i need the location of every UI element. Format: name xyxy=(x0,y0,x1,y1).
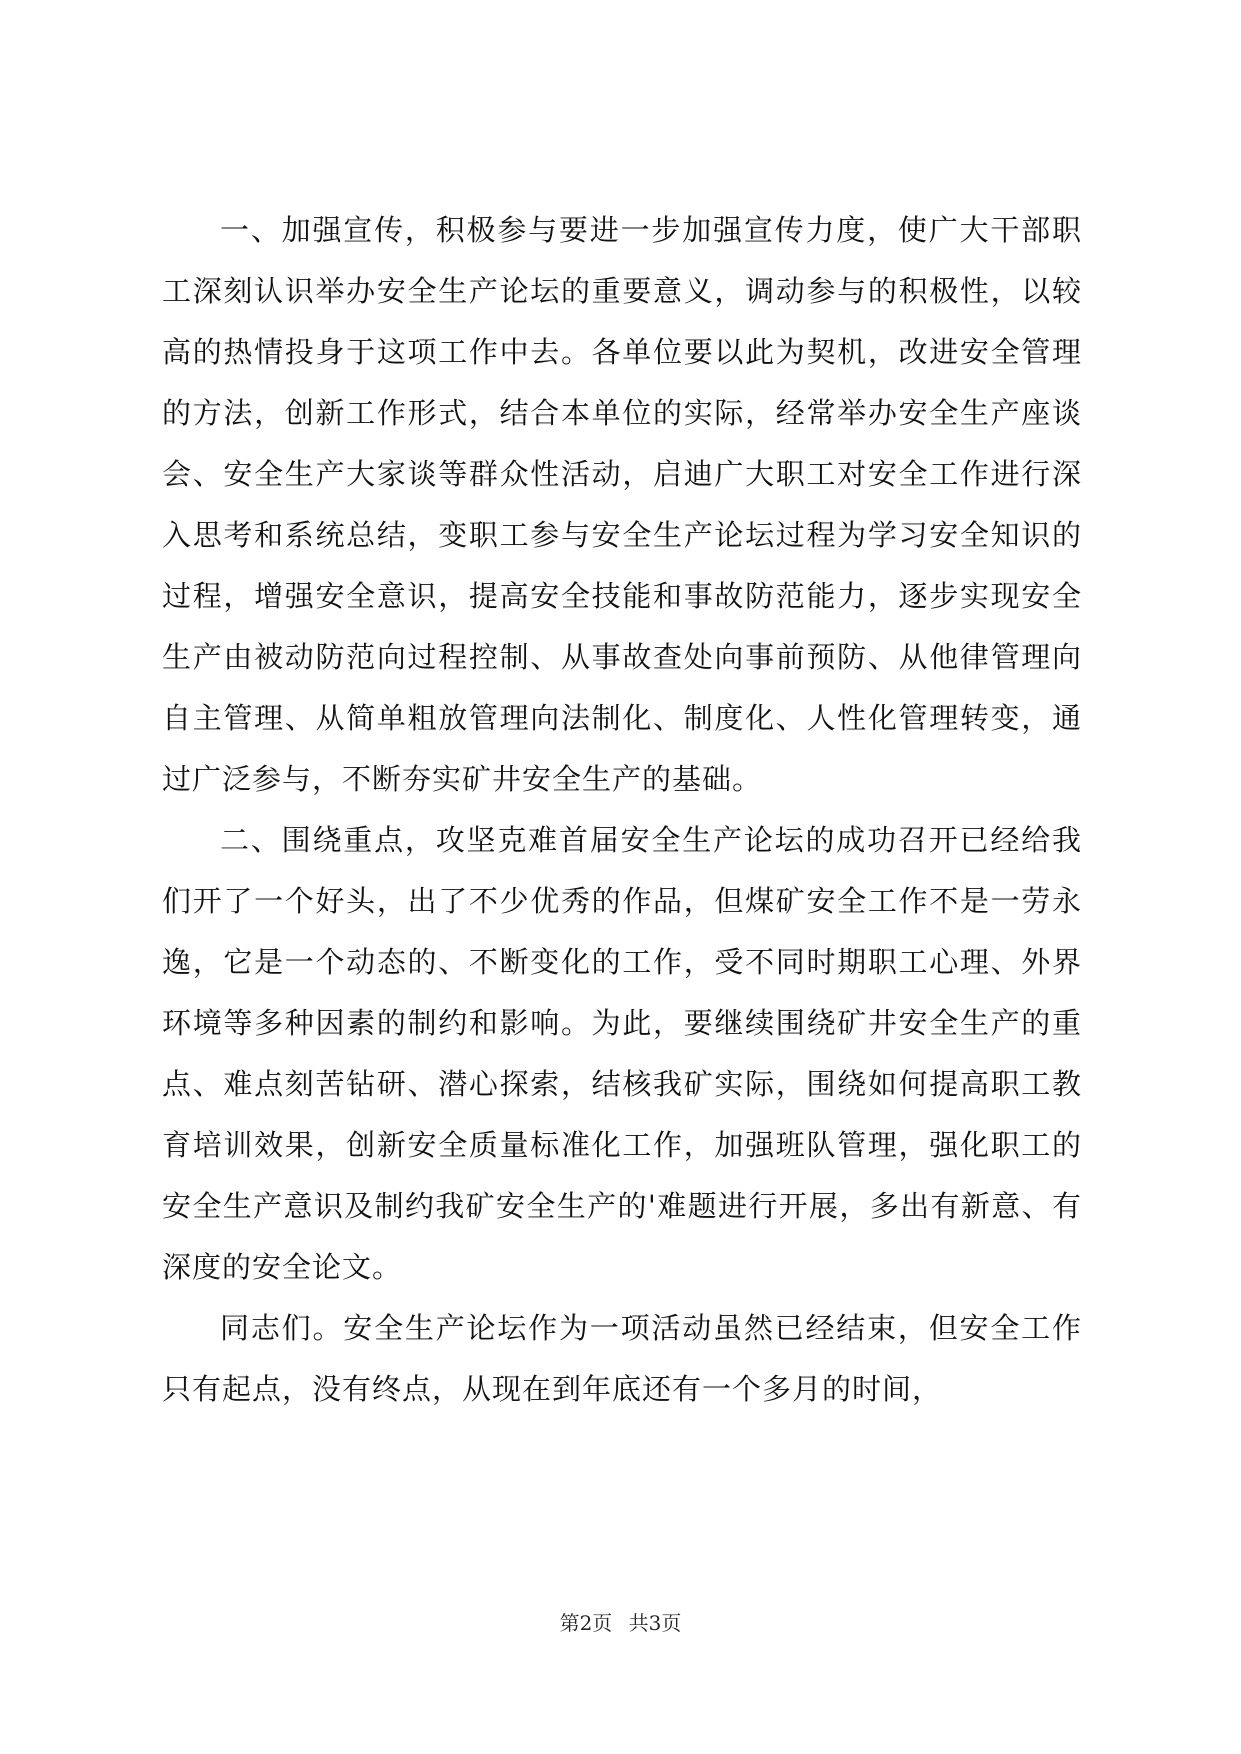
paragraph-key-points: 二、围绕重点，攻坚克难首届安全生产论坛的成功召开已经给我们开了一个好头，出了不少优秀的作品，但煤矿安全工作不是一劳永逸，它是一个动态的、不断变化的工作，受不同时期职工心理、外界环境等多种因素的制约和影响。为此，要继续围绕矿井安全生产的重点、难点刻苦钻研、潜心探索，结核我矿实际，围绕如何提高职工教育培训效果，创新安全质量标准化工作，加强班队管理，强化职工的安全生产意识及制约我矿安全生产的'难题进行开展，多出有新意、有深度的安全论文。 xyxy=(162,823,1082,1284)
page-footer xyxy=(0,1609,1241,1637)
page-total: 共3页 xyxy=(628,1611,682,1635)
paragraph-comrades: 同志们。安全生产论坛作为一项活动虽然已经结束，但安全工作只有起点，没有终点，从现在到年底还有一个多月的时间， xyxy=(162,1311,1082,1406)
paragraph-publicity: 一、加强宣传，积极参与要进一步加强宣传力度，使广大干部职工深刻认识举办安全生产论坛的重要意义，调动参与的积极性，以较高的热情投身于这项工作中去。各单位要以此为契机，改进安全管理的方法，创新工作形式，结合本单位的实际，经常举办安全生产座谈会、安全生产大家谈等群众性活动，启迪广大职工对安全工作进行深入思考和系统总结，变职工参与安全生产论坛过程为学习安全知识的过程，增强安全意识，提高安全技能和事故防范能力，逐步实现安全生产由被动防范向过程控制、从事故查处向事前预防、从他律管理向自主管理、从简单粗放管理向法制化、制度化、人性化管理转变，通过广泛参与，不断夯实矿井安全生产的基础。 xyxy=(162,213,1082,796)
document-body xyxy=(162,200,1082,1420)
page-number: 第2页 xyxy=(559,1611,613,1635)
